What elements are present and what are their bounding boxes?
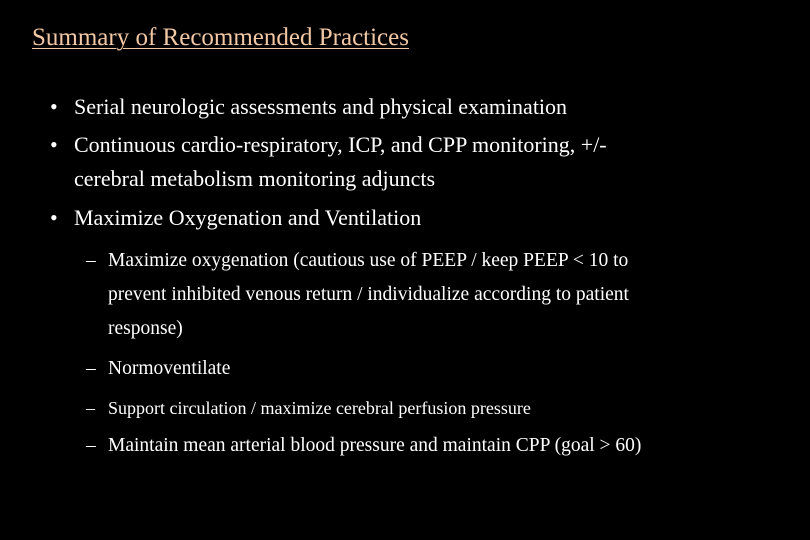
sub-marker: – [86,435,96,456]
bullet-marker: • [50,132,58,157]
bullet-text: Serial neurologic assessments and physical examination [74,94,568,119]
sub-text: Maintain mean arterial blood pressure and maintain CPP (goal > 60) [108,435,642,456]
sub-item [86,244,629,346]
sub-marker: – [86,358,96,379]
sub-item [86,352,230,386]
sub-text-line-2: prevent inhibited venous return / individualize according to patient [108,284,629,305]
sub-text-line-1: Maximize oxygenation (cautious use of PEEP / keep PEEP < 10 to [108,250,629,271]
slide-title: Summary of Recommended Practices [32,24,409,51]
bullet-text: Maximize Oxygenation and Ventilation [74,205,422,230]
sub-text-line-3: response) [108,318,183,339]
bullet-marker: • [50,205,58,230]
bullet-item [50,128,607,196]
bullet-text-line-1: Continuous cardio-respiratory, ICP, and CPP monitoring, +/- [74,132,607,157]
bullet-item [50,201,421,235]
sub-text: Normoventilate [108,358,231,379]
sub-marker: – [86,250,96,271]
bullet-text-line-2: cerebral metabolism monitoring adjuncts [74,166,436,191]
sub-marker: – [86,398,95,418]
bullet-item [50,90,567,124]
sub-text: Support circulation / maximize cerebral perfusion pressure [108,398,531,418]
sub-item [86,429,641,463]
bullet-marker: • [50,94,58,119]
sub-item [86,391,531,425]
